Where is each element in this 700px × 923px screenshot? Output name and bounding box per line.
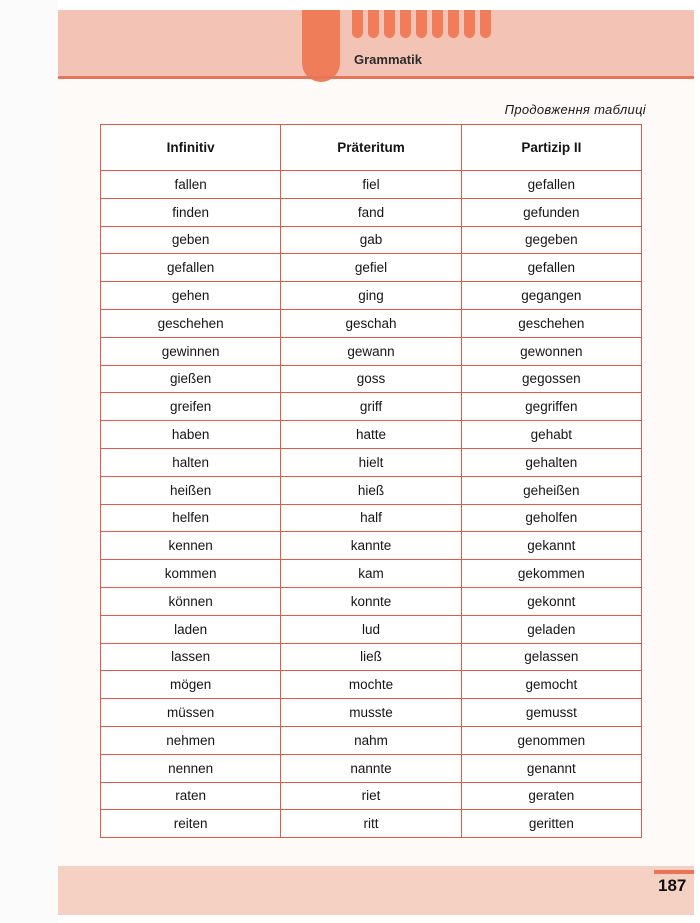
header-stripe — [464, 10, 475, 38]
table-row — [101, 198, 642, 226]
table-cell: nehmen — [101, 726, 281, 754]
table-row — [101, 699, 642, 727]
table-cell: konnte — [281, 587, 461, 615]
table-cell: hielt — [281, 448, 461, 476]
table-cell: heißen — [101, 476, 281, 504]
header-rule — [58, 76, 694, 79]
table-cell: lassen — [101, 643, 281, 671]
table-cell: gekommen — [461, 560, 641, 588]
bookmark-tab — [302, 10, 340, 82]
table-cell: gab — [281, 226, 461, 254]
table-cell: half — [281, 504, 461, 532]
page-number: 187 — [658, 876, 687, 895]
table-row — [101, 476, 642, 504]
table-row — [101, 587, 642, 615]
table-cell: gießen — [101, 365, 281, 393]
table-cell: finden — [101, 198, 281, 226]
table-row — [101, 282, 642, 310]
table-cell: lud — [281, 615, 461, 643]
table-body — [101, 171, 642, 838]
table-cell: halten — [101, 448, 281, 476]
table-cell: geritten — [461, 810, 641, 838]
table-cell: gegossen — [461, 365, 641, 393]
table-cell: helfen — [101, 504, 281, 532]
column-header: Präteritum — [281, 125, 461, 171]
table-cell: fand — [281, 198, 461, 226]
table-cell: hieß — [281, 476, 461, 504]
table-row — [101, 504, 642, 532]
table-row — [101, 393, 642, 421]
table-cell: geholfen — [461, 504, 641, 532]
table-header-row — [101, 125, 642, 171]
table-cell: griff — [281, 393, 461, 421]
table-row — [101, 560, 642, 588]
table-cell: gehen — [101, 282, 281, 310]
table-cell: genannt — [461, 754, 641, 782]
table-cell: gefiel — [281, 254, 461, 282]
table-cell: ging — [281, 282, 461, 310]
table-cell: können — [101, 587, 281, 615]
table-row — [101, 671, 642, 699]
table-cell: gewann — [281, 337, 461, 365]
table-row — [101, 254, 642, 282]
table-row — [101, 754, 642, 782]
table-cell: hatte — [281, 421, 461, 449]
table-cell: gewinnen — [101, 337, 281, 365]
table-cell: gefallen — [101, 254, 281, 282]
column-header: Infinitiv — [101, 125, 281, 171]
table-row — [101, 782, 642, 810]
table-cell: müssen — [101, 699, 281, 727]
table-cell: ließ — [281, 643, 461, 671]
header-stripe — [432, 10, 443, 38]
table-cell: kam — [281, 560, 461, 588]
header-stripe — [368, 10, 379, 38]
section-title: Grammatik — [354, 52, 422, 67]
table-cell: kennen — [101, 532, 281, 560]
footer-band — [58, 866, 694, 915]
table-cell: geben — [101, 226, 281, 254]
table-cell: gefunden — [461, 198, 641, 226]
table-cell: genommen — [461, 726, 641, 754]
table-row — [101, 643, 642, 671]
table-cell: reiten — [101, 810, 281, 838]
table-cell: laden — [101, 615, 281, 643]
scan-margin — [0, 0, 58, 923]
table-cell: mögen — [101, 671, 281, 699]
table-row — [101, 309, 642, 337]
table-row — [101, 365, 642, 393]
table-cell: gegeben — [461, 226, 641, 254]
table-cell: geschehen — [101, 309, 281, 337]
header-stripe — [400, 10, 411, 38]
table-cell: nannte — [281, 754, 461, 782]
table-cell: geheißen — [461, 476, 641, 504]
table-cell: raten — [101, 782, 281, 810]
header-stripe — [480, 10, 491, 38]
table-cell: greifen — [101, 393, 281, 421]
table-cell: riet — [281, 782, 461, 810]
table-cell: gegangen — [461, 282, 641, 310]
table-cell: geschehen — [461, 309, 641, 337]
table-cell: kommen — [101, 560, 281, 588]
table-row — [101, 171, 642, 199]
table-cell: ritt — [281, 810, 461, 838]
table-cell: geladen — [461, 615, 641, 643]
table-cell: geschah — [281, 309, 461, 337]
table-row — [101, 532, 642, 560]
table-cell: musste — [281, 699, 461, 727]
page-number-bar — [654, 870, 694, 874]
table-cell: gewonnen — [461, 337, 641, 365]
table-cell: kannte — [281, 532, 461, 560]
table-cell: nahm — [281, 726, 461, 754]
table-row — [101, 421, 642, 449]
table-cell: mochte — [281, 671, 461, 699]
header-stripe — [448, 10, 459, 38]
table-cell: gehabt — [461, 421, 641, 449]
table-row — [101, 810, 642, 838]
table-cell: gemocht — [461, 671, 641, 699]
column-header: Partizip II — [461, 125, 641, 171]
irregular-verbs-table — [100, 124, 642, 838]
table-row — [101, 337, 642, 365]
table-row — [101, 226, 642, 254]
header-stripe — [352, 10, 363, 38]
table-cell: gegriffen — [461, 393, 641, 421]
header-stripe — [416, 10, 427, 38]
table-cell: gekonnt — [461, 587, 641, 615]
table-cell: geraten — [461, 782, 641, 810]
table-cell: fiel — [281, 171, 461, 199]
table-cell: fallen — [101, 171, 281, 199]
table-cell: gemusst — [461, 699, 641, 727]
table-row — [101, 615, 642, 643]
table-row — [101, 448, 642, 476]
table-cell: haben — [101, 421, 281, 449]
table-cell: gefallen — [461, 171, 641, 199]
table-cell: nennen — [101, 754, 281, 782]
continuation-note: Продовження таблиці — [504, 102, 646, 117]
table-cell: gekannt — [461, 532, 641, 560]
header-stripe — [384, 10, 395, 38]
table-cell: goss — [281, 365, 461, 393]
table-cell: gehalten — [461, 448, 641, 476]
book-page — [58, 10, 694, 915]
table-row — [101, 726, 642, 754]
table-cell: gefallen — [461, 254, 641, 282]
table-cell: gelassen — [461, 643, 641, 671]
